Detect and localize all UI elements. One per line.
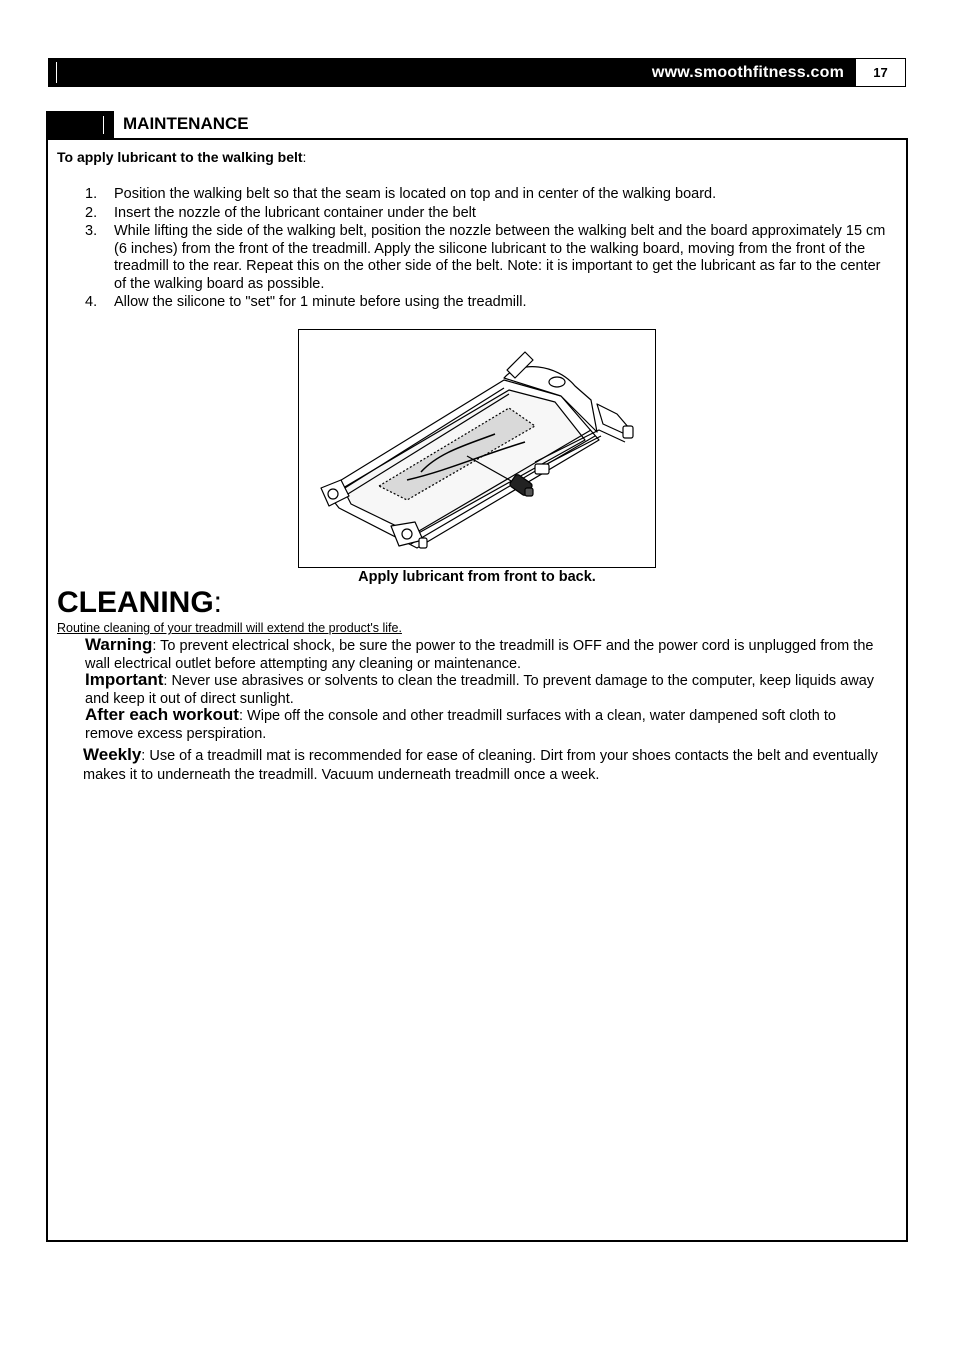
figure-caption: Apply lubricant from front to back. <box>358 569 596 585</box>
cleaning-item-colon: : <box>163 673 168 689</box>
step-text: Position the walking belt so that the seam is located on top and in center of the walking board. <box>114 186 717 202</box>
step-text: While lifting the side of the walking belt, position the nozzle between the walking belt and the board approximately 15 cm (6 inches) from the front of the treadmill. Apply the silicone lubricant to the walking board, moving from the front of the treadmill to the rear. Repeat this on the other side of the belt. Note: it is important to get the lubricant as far to the center of the walking board as possible. <box>114 223 886 292</box>
cleaning-item-after-workout <box>85 706 885 743</box>
step-number: 2. <box>85 204 98 221</box>
step-item <box>57 294 887 312</box>
cleaning-subtitle: Routine cleaning of your treadmill will extend the product's life. <box>57 621 402 635</box>
header-bar <box>48 58 855 87</box>
cleaning-item-heading: Warning <box>85 635 153 654</box>
cleaning-item-text: To prevent electrical shock, be sure the power to the treadmill is OFF and the power cord is unplugged from the wall electrical outlet before attempting any cleaning or maintenance. <box>85 638 874 672</box>
treadmill-illustration <box>299 330 655 567</box>
page-number: 17 <box>855 58 906 87</box>
lubricant-intro-colon: : <box>302 149 307 165</box>
website-url: www.smoothfitness.com <box>651 64 844 81</box>
cleaning-item-weekly <box>83 745 901 785</box>
section-title: MAINTENANCE <box>123 114 249 133</box>
cleaning-heading-colon: : <box>213 586 223 619</box>
cleaning-item-heading: Important <box>85 670 164 689</box>
cleaning-item-warning <box>85 636 885 673</box>
cleaning-item-important <box>85 671 885 708</box>
cleaning-item-heading: Weekly <box>83 745 142 764</box>
step-number: 3. <box>85 223 98 239</box>
step-text: Allow the silicone to "set" for 1 minute before using the treadmill. <box>114 294 527 310</box>
step-item <box>57 205 887 223</box>
lubricant-intro <box>57 149 306 165</box>
lubricant-steps <box>57 186 887 313</box>
cleaning-heading-text: CLEANING <box>57 586 214 619</box>
step-number: 1. <box>85 186 98 202</box>
treadmill-lubrication-figure <box>298 329 656 568</box>
step-item <box>57 223 887 293</box>
cleaning-item-text: Wipe off the console and other treadmill surfaces with a clean, water dampened soft cloth to remove excess perspiration. <box>85 708 836 742</box>
cleaning-item-text: Never use abrasives or solvents to clean the treadmill. To prevent damage to the computer, keep liquids away and keep it out of direct sunlight. <box>85 673 875 707</box>
cleaning-heading <box>57 585 222 621</box>
cleaning-item-colon: : <box>141 748 146 764</box>
cleaning-item-text: Use of a treadmill mat is recommended for ease of cleaning. Dirt from your shoes contacts the belt and eventually makes it to underneath the treadmill. Vacuum underneath treadmill once a week. <box>83 748 878 783</box>
step-text: Insert the nozzle of the lubricant container under the belt <box>114 204 476 221</box>
step-number: 4. <box>85 294 98 310</box>
step-item <box>57 186 887 204</box>
cleaning-item-heading: After each workout <box>85 705 239 724</box>
header-rule <box>48 86 906 87</box>
section-tab-divider <box>103 116 104 134</box>
cleaning-item-colon: : <box>152 638 157 654</box>
cleaning-item-colon: : <box>238 708 244 724</box>
section-tab <box>46 111 114 138</box>
header-divider <box>56 62 57 83</box>
lubricant-intro-heading: To apply lubricant to the walking belt <box>57 149 303 165</box>
